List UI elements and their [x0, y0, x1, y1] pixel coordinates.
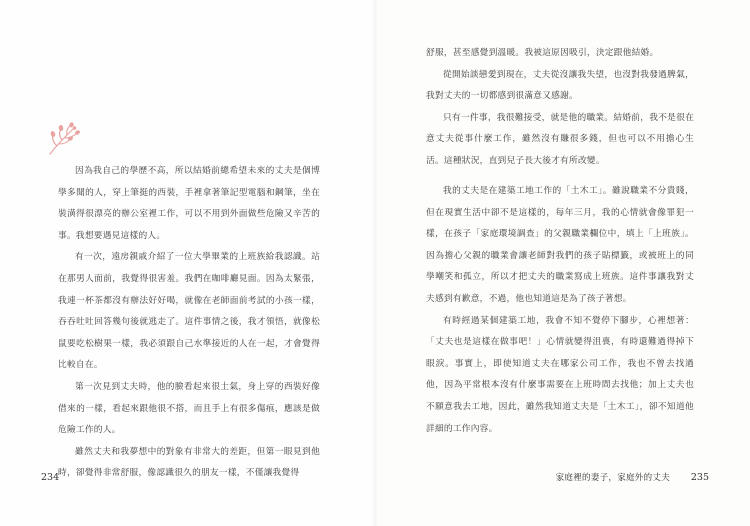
paragraph: 雖然丈夫和我夢想中的對象有非常大的差距，但第一眼見到他時，卻覺得非常舒服，像認識很久的朋友一樣，不僅讓我覺得: [58, 446, 320, 479]
page-number: 235: [690, 472, 709, 483]
paragraph: 舒服，甚至感覺到溫暖。我被這原因吸引，決定跟他結婚。: [426, 48, 659, 58]
book-gutter: [372, 0, 378, 526]
paragraph: 我的丈夫是在建築工地工作的「土木工」。雖說職業不分貴賤，但在現實生活中卻不是這樣的，每年三月，我的心情就會像罪犯一樣，在孩子「家庭環境調查」的父親職業欄位中，填上「上班族」。因為擔心父親的職業會讓老師對我們的孩子貼標籤，或被班上的同學嘲笑和孤立，所以才把丈夫的職業寫成上班族。這件事讓我對丈夫感到有歉意，不過，他也知道這是為了孩子著想。: [426, 186, 694, 304]
floral-sprig-icon: [44, 122, 86, 156]
paragraph: 因為我自己的學歷不高，所以結婚前總希望未來的丈夫是個博學多聞的人，穿上筆挺的西裝，手裡拿著筆記型電腦和鋼筆，坐在裝潢得很漂亮的辦公室裡工作，可以不用到外面做些危險又辛苦的事。我想要遇見這樣的人。: [58, 166, 320, 241]
running-head: 家庭裡的妻子，家庭外的丈夫: [555, 473, 670, 483]
paragraph: 只有一件事，我很難接受，就是他的職業。結婚前，我不是很在意丈夫從事什麼工作，雖然沒有賺很多錢，但也可以不用擔心生活。這種狀況，直到兒子長大後才有所改變。: [426, 112, 694, 166]
right-page: [375, 0, 750, 526]
left-body-text: [58, 161, 320, 485]
paragraph: 第一次見到丈夫時，他的臉看起來很土氣，身上穿的西裝好像借來的一樣，看起來跟他很不搭，而且手上有很多傷痕，應該是做危險工作的人。: [58, 381, 320, 436]
paragraph: 從開始談戀愛到現在，丈夫從沒讓我失望，也沒對我發過脾氣，我對丈夫的一切都感到很滿意又感謝。: [426, 69, 694, 102]
paragraph: 有時經過某個建築工地，我會不知不覺停下腳步，心裡想著：「丈夫也是這樣在做事吧！」心情就變得沮喪，有時還難過得掉下眼淚。事實上，即使知道丈夫在哪家公司工作，我也不曾去找過他，因為平常根本沒有什麼事需要在上班時間去找他；加上丈夫也不願意我去工地，因此，雖然我知道丈夫是「土木工」，卻不知道他詳細的工作內容。: [426, 315, 694, 434]
page-number: 234: [41, 472, 60, 483]
right-body-text-bottom: [426, 181, 694, 440]
right-body-text-top: [426, 43, 694, 173]
paragraph: 有一次，遠房親戚介紹了一位大學畢業的上班族給我認識。站在那男人面前，我覺得很害羞。我們在咖啡廳見面。因為太緊張，我連一杯茶都沒有辦法好好喝，就像在老師面前考試的小孩一樣，吞吞吐吐回答幾句後就逃走了。這件事情之後，我才領悟，就像松鼠要吃松樹果一樣，我必須跟自己水準接近的人在一起，才會覺得比較自在。: [58, 252, 320, 371]
